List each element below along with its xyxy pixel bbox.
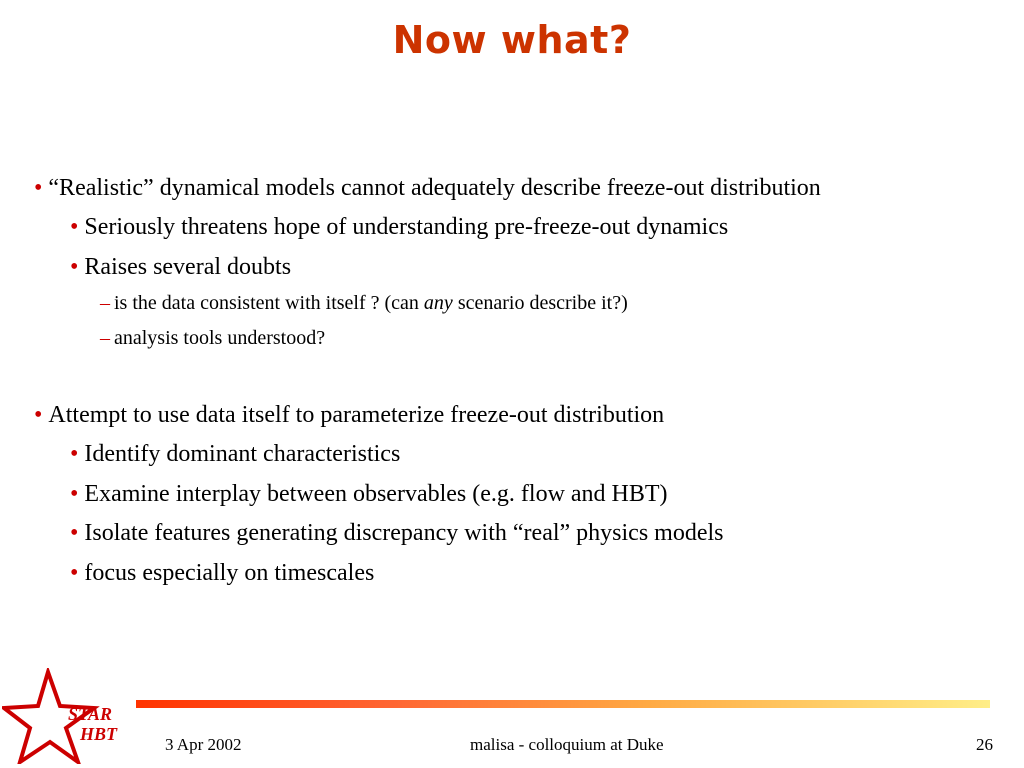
- bullet-text: focus especially on timescales: [84, 560, 375, 586]
- logo-text-line1: STAR: [68, 704, 113, 724]
- footer-date: 3 Apr 2002: [165, 735, 242, 754]
- bullet-text-pre: is the data consistent with itself ? (can: [114, 292, 424, 314]
- bullet-marker: •: [70, 254, 79, 280]
- dash-marker: –: [100, 292, 110, 314]
- page-number: 26: [976, 735, 993, 754]
- bullet-marker: •: [34, 402, 43, 428]
- bullet-text: Seriously threatens hope of understanding pre-freeze-out dynamics: [84, 214, 729, 240]
- footer-center-text: malisa - colloquium at Duke: [470, 735, 664, 754]
- bullet-item-3: [70, 255, 291, 279]
- bullet-marker: •: [70, 560, 79, 586]
- bullet-item-4: [100, 293, 628, 313]
- bullet-item-7: [70, 442, 400, 466]
- bullet-text: “Realistic” dynamical models cannot adequately describe freeze-out distribution: [48, 175, 821, 201]
- bullet-item-6: [34, 403, 664, 427]
- bullet-item-10: [70, 561, 374, 585]
- bullet-marker: •: [70, 441, 79, 467]
- bullet-marker: •: [70, 520, 79, 546]
- bullet-text: Isolate features generating discrepancy with “real” physics models: [84, 520, 724, 546]
- bullet-item-9: [70, 521, 724, 545]
- bullet-text-post: scenario describe it?): [452, 292, 628, 314]
- bullet-marker: •: [70, 214, 79, 240]
- bullet-marker: •: [70, 481, 79, 507]
- bullet-item-2: [70, 215, 728, 239]
- dash-marker: –: [100, 327, 110, 349]
- footer-divider: [136, 700, 990, 708]
- bullet-text: analysis tools understood?: [114, 327, 326, 349]
- bullet-text: Identify dominant characteristics: [84, 441, 401, 467]
- bullet-text: Attempt to use data itself to parameterize freeze-out distribution: [48, 402, 665, 428]
- bullet-item-8: [70, 482, 668, 506]
- bullet-item-1: [34, 176, 821, 200]
- bullet-text: Raises several doubts: [84, 254, 292, 280]
- slide-title: Now what?: [392, 18, 632, 62]
- bullet-text: Examine interplay between observables (e.g. flow and HBT): [84, 481, 668, 507]
- bullet-item-5: [100, 328, 325, 348]
- bullet-text-emphasis: any: [423, 292, 453, 314]
- logo-text-line2: HBT: [80, 724, 118, 744]
- bullet-marker: •: [34, 175, 43, 201]
